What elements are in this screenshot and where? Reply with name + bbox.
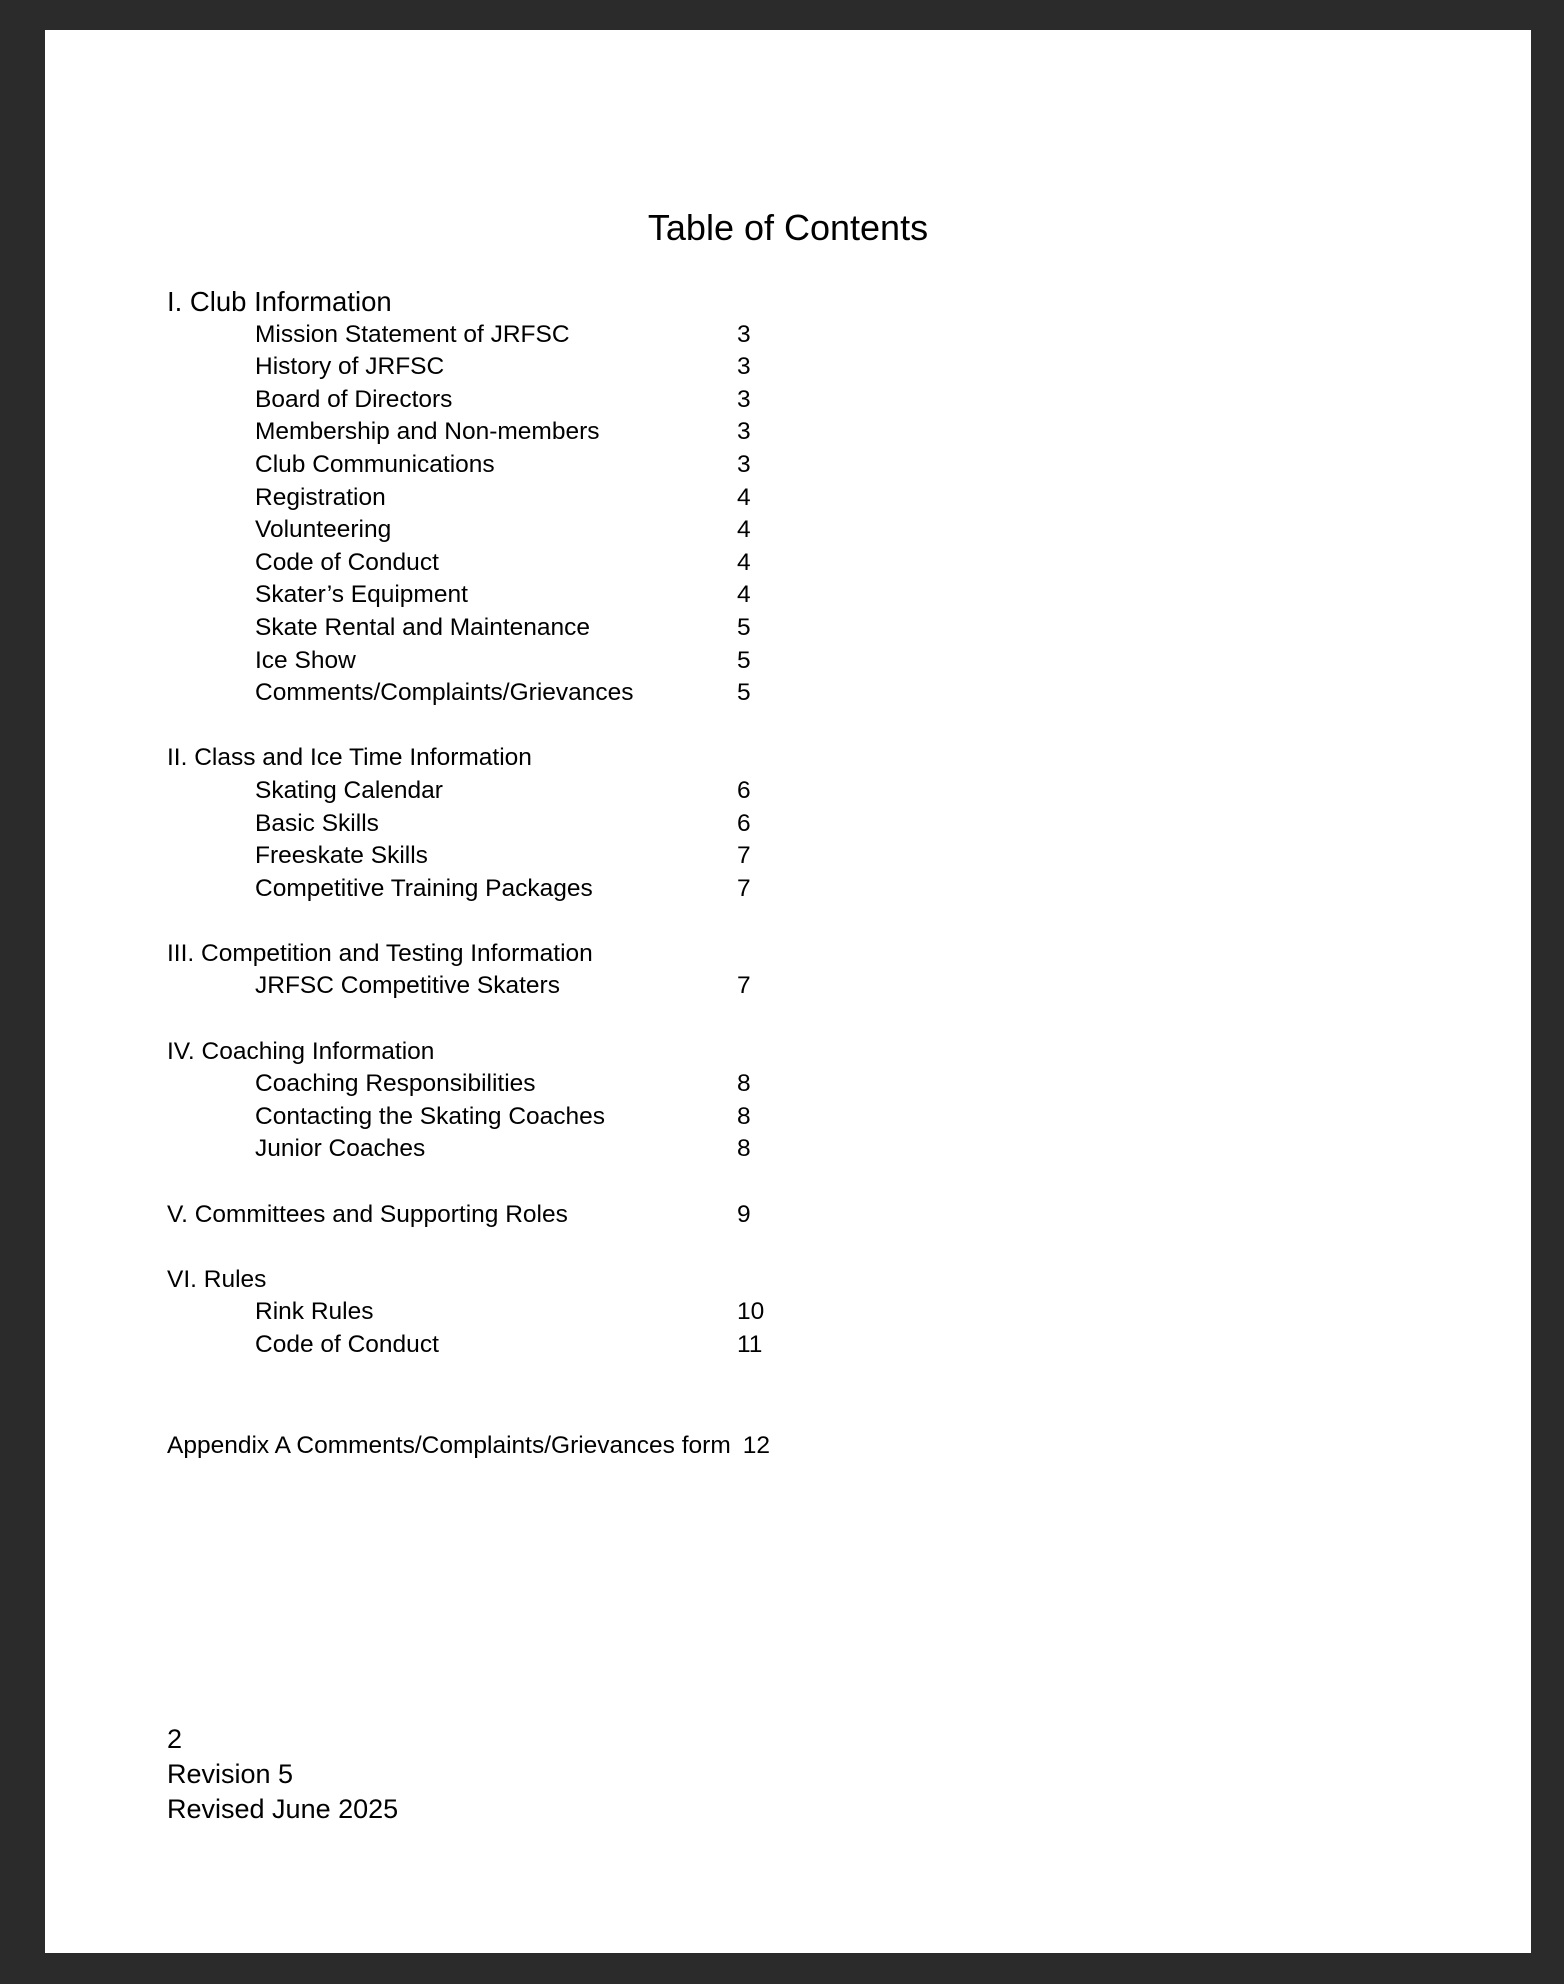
toc-entry-label: Club Communications <box>255 450 495 478</box>
toc-entry-label: Skating Calendar <box>255 776 443 804</box>
toc-entry-label: Volunteering <box>255 516 392 544</box>
document-page <box>45 30 1531 1953</box>
toc-entry-label: Junior Coaches <box>255 1135 426 1163</box>
toc-entry <box>167 677 770 710</box>
toc-entry-label: Board of Directors <box>255 385 453 413</box>
toc-entry-page: 5 <box>737 646 751 674</box>
toc-entry <box>167 319 770 352</box>
page-footer <box>167 1722 398 1827</box>
toc-entry <box>167 808 770 841</box>
toc-entry-page: 5 <box>737 679 751 707</box>
toc-entry-page: 3 <box>737 450 751 478</box>
toc-entry-label: Competitive Training Packages <box>255 874 593 902</box>
toc-section-heading: II. Class and Ice Time Information <box>167 744 532 772</box>
toc-entry-page: 4 <box>737 516 751 544</box>
toc-entry <box>167 645 770 678</box>
toc-entry <box>167 612 770 645</box>
section-spacer <box>167 1362 770 1430</box>
toc-entry-label: Coaching Responsibilities <box>255 1070 536 1098</box>
section-spacer <box>167 905 770 938</box>
toc-entry <box>167 970 770 1003</box>
toc-entry <box>167 384 770 417</box>
toc-entry-page: 4 <box>737 581 751 609</box>
toc-entry-page: 7 <box>737 874 751 902</box>
toc-entry-page: 4 <box>737 548 751 576</box>
toc-section-heading: I. Club Information <box>167 286 392 317</box>
toc-section-page: 9 <box>737 1200 751 1228</box>
toc-entry <box>167 547 770 580</box>
section-spacer <box>167 710 770 743</box>
toc-entry <box>167 351 770 384</box>
toc-entry-label: Membership and Non-members <box>255 418 600 446</box>
toc-entry-label: Freeskate Skills <box>255 842 428 870</box>
toc-entry <box>167 1101 770 1134</box>
toc-entry-label: History of JRFSC <box>255 353 445 381</box>
toc-entry-page: 8 <box>737 1070 751 1098</box>
toc-entry-label: Basic Skills <box>255 809 379 837</box>
toc-entry <box>167 1133 770 1166</box>
toc-entry <box>167 579 770 612</box>
section-spacer <box>167 1003 770 1036</box>
page-title: Table of Contents <box>647 207 929 248</box>
toc-section-heading: III. Competition and Testing Information <box>167 939 593 967</box>
toc-entry-label: Mission Statement of JRFSC <box>255 320 570 348</box>
toc-entry <box>167 1329 770 1362</box>
toc-section-heading: IV. Coaching Information <box>167 1037 435 1065</box>
footer-revision: Revision 5 <box>167 1759 294 1789</box>
toc-entry <box>167 1068 770 1101</box>
toc-entry-page: 11 <box>737 1331 763 1358</box>
toc-entry-label: Registration <box>255 483 386 511</box>
toc-entry-label: JRFSC Competitive Skaters <box>255 972 560 1000</box>
toc-entry-page: 6 <box>737 809 751 837</box>
toc-entry <box>167 482 770 515</box>
toc-entry-label: Ice Show <box>255 646 356 674</box>
section-spacer <box>167 1231 770 1264</box>
toc-entry-label: Contacting the Skating Coaches <box>255 1102 606 1130</box>
toc-entry-page: 5 <box>737 613 751 641</box>
toc-section-heading-with-page <box>167 1199 770 1232</box>
toc-appendix <box>167 1430 770 1463</box>
toc-appendix-page: 12 <box>742 1431 771 1459</box>
toc-entry-label: Rink Rules <box>255 1298 374 1326</box>
toc-entry-page: 3 <box>737 320 751 348</box>
toc-appendix-label: Appendix A Comments/Complaints/Grievances form <box>167 1431 731 1459</box>
toc-entry <box>167 514 770 547</box>
toc-entry-page: 8 <box>737 1135 751 1163</box>
toc-entry-page: 3 <box>737 353 751 381</box>
toc-entry <box>167 449 770 482</box>
toc-entry-page: 7 <box>737 842 751 870</box>
toc-entry-page: 8 <box>737 1102 751 1130</box>
toc-entry <box>167 840 770 873</box>
section-spacer <box>167 1166 770 1199</box>
footer-page-number: 2 <box>167 1724 183 1754</box>
toc-section-heading: VI. Rules <box>167 1265 267 1293</box>
toc-entry-page: 6 <box>737 776 751 804</box>
toc-entry <box>167 416 770 449</box>
toc-entry-page: 7 <box>737 972 751 1000</box>
toc-entry <box>167 1296 770 1329</box>
toc-entry-label: Comments/Complaints/Grievances <box>255 679 634 707</box>
toc-entry-page: 4 <box>737 483 751 511</box>
toc-entry-label: Skater’s Equipment <box>255 581 468 609</box>
toc-entry-page: 3 <box>737 385 751 413</box>
toc-entry-page: 10 <box>737 1298 765 1326</box>
toc-entry-page: 3 <box>737 418 751 446</box>
toc-entry-label: Skate Rental and Maintenance <box>255 613 591 641</box>
footer-revised-date: Revised June 2025 <box>167 1794 399 1824</box>
toc-entry <box>167 775 770 808</box>
toc-entry-label: Code of Conduct <box>255 1331 439 1358</box>
table-of-contents <box>167 286 770 1462</box>
toc-entry-label: Code of Conduct <box>255 548 439 576</box>
toc-entry <box>167 873 770 906</box>
toc-section-heading-label: V. Committees and Supporting Roles <box>167 1200 568 1228</box>
